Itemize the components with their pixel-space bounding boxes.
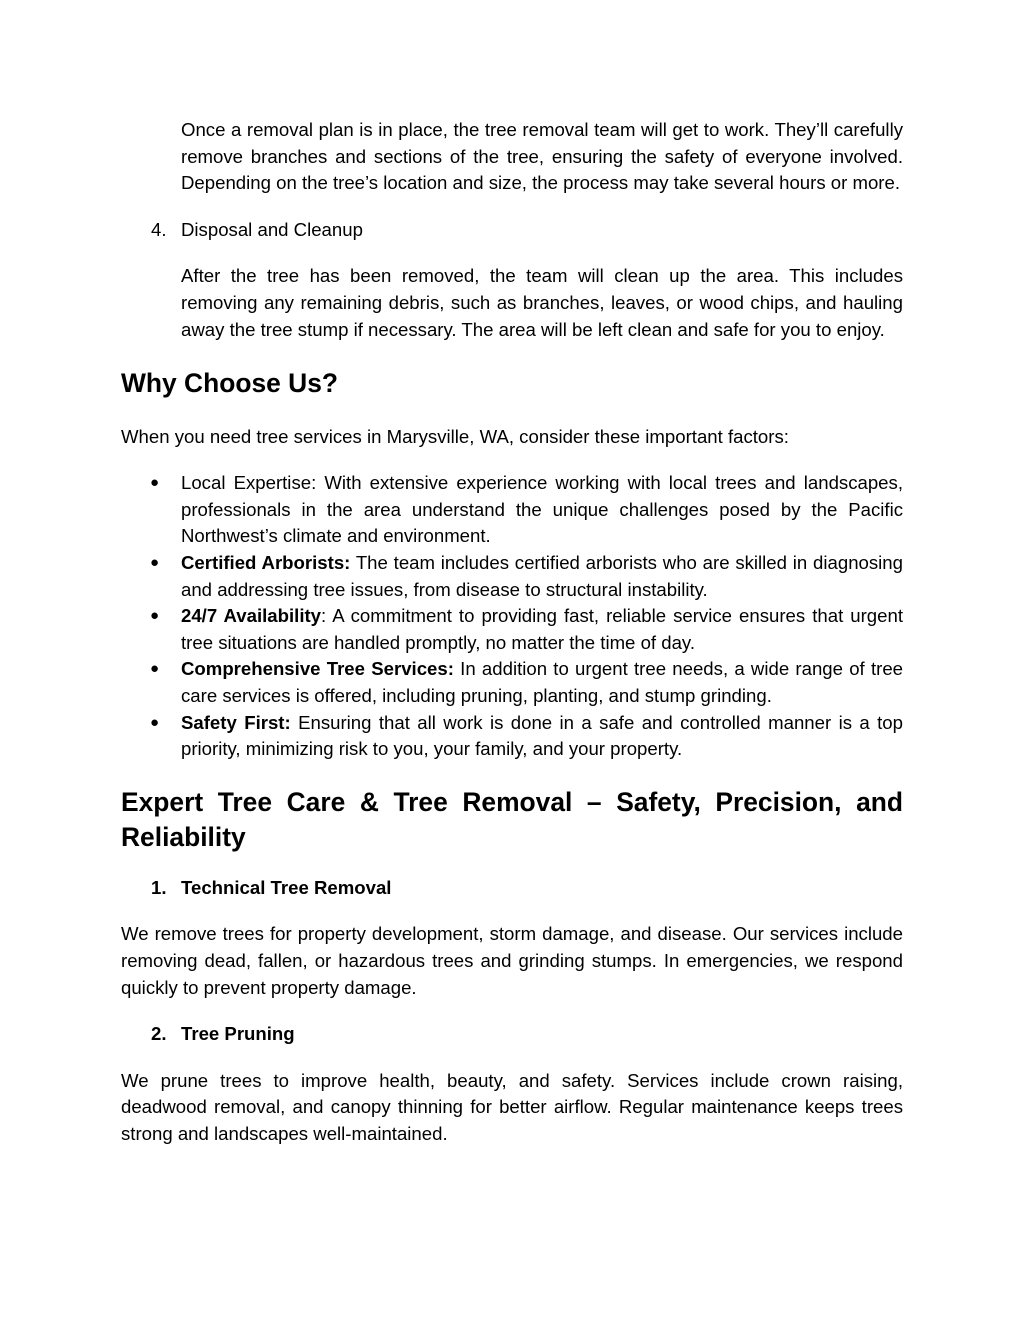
- list-item: [121, 470, 903, 550]
- step-4-number: 4.: [151, 218, 167, 240]
- service-2-title: Tree Pruning: [181, 1023, 295, 1045]
- removal-paragraph: Once a removal plan is in place, the tree removal team will get to work. They’ll carefully remove branches and sections of the tree, ensuring the safety of everyone involved. Depending on the tree’s location and size, the process may take several hours or more.: [181, 119, 903, 194]
- service-1-item: [121, 875, 903, 902]
- why-choose-us-heading: Why Choose Us?: [121, 368, 339, 399]
- bullet-icon: ●: [150, 474, 160, 492]
- bullet-lead: Comprehensive Tree Services:: [181, 658, 454, 680]
- document-page: [121, 117, 903, 1148]
- factors-list: [121, 470, 903, 763]
- bullet-text: In addition to urgent tree needs, a wide range of tree care services is offered, including pruning, planting, and stump grinding.: [181, 658, 904, 706]
- bullet-text: Local Expertise: With extensive experience working with local trees and landscapes, professionals in the area understand the unique challenges posed by the Pacific Northwest’s climate and environment.: [181, 472, 903, 547]
- list-item: [121, 710, 903, 763]
- step-4-title: Disposal and Cleanup: [181, 218, 363, 240]
- bullet-text: The team includes certified arborists who are skilled in diagnosing and addressing tree issues, from disease to structural instability.: [181, 552, 903, 600]
- list-item: [121, 656, 903, 709]
- bullet-lead: Certified Arborists:: [181, 552, 351, 574]
- expert-heading: Expert Tree Care & Tree Removal – Safety, Precision, and Reliability: [121, 786, 903, 853]
- service-2-description: We prune trees to improve health, beauty, and safety. Services include crown raising, deadwood removal, and canopy thinning for better airflow. Regular maintenance keeps trees strong and landscapes well-maintained.: [121, 1069, 903, 1144]
- bullet-text: Ensuring that all work is done in a safe and controlled manner is a top priority, minimizing risk to you, your family, and your property.: [181, 711, 903, 760]
- cleanup-paragraph: After the tree has been removed, the team will clean up the area. This includes removing any remaining debris, such as branches, leaves, or wood chips, and hauling away the tree stump if necessary. The area will be left clean and safe for you to enjoy.: [181, 265, 903, 340]
- service-2-number: 2.: [151, 1023, 167, 1045]
- list-item: [121, 550, 903, 603]
- list-item: [121, 603, 903, 656]
- bullet-icon: ●: [150, 607, 160, 625]
- bullet-icon: ●: [150, 713, 160, 731]
- service-1-title: Technical Tree Removal: [181, 876, 392, 898]
- step-4-item: [121, 217, 903, 244]
- bullet-icon: ●: [150, 554, 160, 572]
- bullet-icon: ●: [150, 660, 160, 678]
- bullet-lead: Safety First:: [181, 711, 291, 733]
- service-1-number: 1.: [151, 876, 167, 898]
- why-intro-paragraph: When you need tree services in Marysville, WA, consider these important factors:: [121, 425, 789, 447]
- bullet-lead: 24/7 Availability: [181, 605, 322, 627]
- bullet-text: : A commitment to providing fast, reliable service ensures that urgent tree situations are handled promptly, no matter the time of day.: [181, 605, 903, 653]
- service-2-item: [121, 1021, 903, 1048]
- service-1-description: We remove trees for property development, storm damage, and disease. Our services include removing dead, fallen, or hazardous trees and grinding stumps. In emergencies, we respond quickly to prevent property damage.: [121, 923, 903, 998]
